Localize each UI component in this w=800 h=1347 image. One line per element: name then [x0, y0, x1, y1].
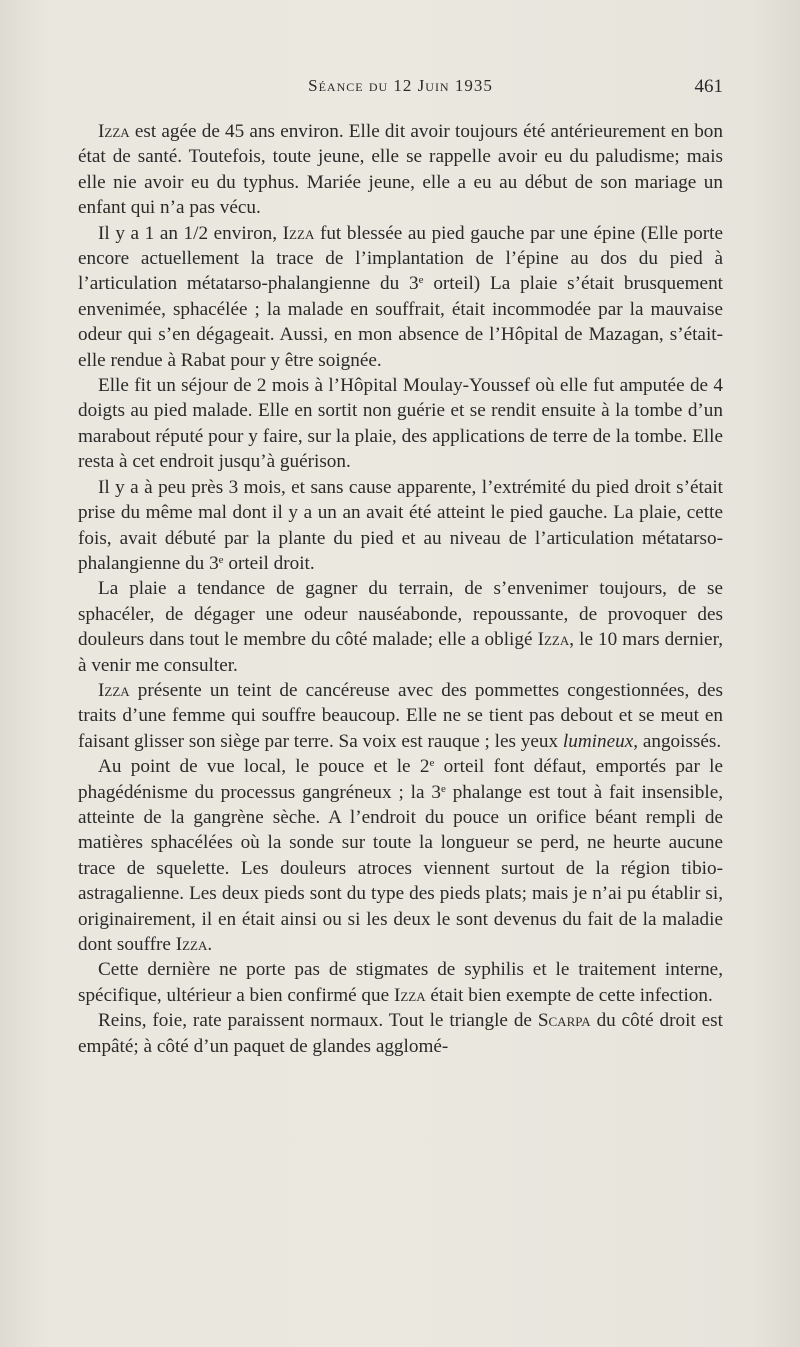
superscript: e	[218, 553, 224, 566]
paragraph	[78, 119, 723, 221]
small-caps-text: Izza	[98, 121, 130, 142]
italic-text: lumineux	[562, 730, 634, 752]
paragraph	[78, 373, 723, 475]
text-run: présente un teint de cancéreuse avec des pommettes congestionnées, des traits d’une femme qui souffre beaucoup. Elle ne se tient pas debout et se meut en faisant glisser son siège par terre. Sa voix est rauque ; les yeux	[78, 679, 723, 752]
text-run: phalange est tout à fait insensible, atteinte de la gangrène sèche. A l’endroit du pouce un orifice béant rempli de matières sphacélées où la sonde sur toute la longueur se perd, ne heurte aucune trace de squelette. Les douleurs atroces viennent surtout de la région tibio-astragalienne. Les deux pieds sont du type des pieds plats; mais je n’ai pu établir si, originairement, il en était ainsi ou si les deux le sont devenus du fait de la maladie dont souffre	[78, 781, 724, 955]
text-run: Au point de vue local, le pouce et le 2	[98, 756, 430, 778]
text-run: , le 10 mars dernier, à venir me consulter.	[78, 629, 723, 676]
text-run: orteil) La plaie s’était brusquement envenimée, sphacélée ; la malade en souffrait, était incommodée par la mauvaise odeur qui s’en dégageait. Aussi, en mon absence de l’Hôpital de Mazagan, s’était-elle rendue à Rabat pour y être soignée.	[78, 273, 723, 371]
text-run: Elle fit un séjour de 2 mois à l’Hôpital Moulay-Youssef où elle fut amputée de 4 doigts au pied malade. Elle en sortit non guérie et se rendit ensuite à la tombe d’un marabout réputé pour y faire, sur la plaie, des applications de terre de la tombe. Elle resta à cet endroit jusqu’à guérison.	[78, 375, 723, 473]
paragraph	[78, 576, 723, 678]
small-caps-text: Scarpa	[537, 1010, 591, 1032]
small-caps-text: Izza	[98, 679, 130, 701]
text-run: était bien exempte de cette infection.	[425, 984, 713, 1006]
small-caps-text: Izza	[393, 984, 426, 1006]
running-head-title: Séance du 12 Juin 1935	[308, 76, 493, 95]
paragraph	[78, 221, 723, 373]
paragraph	[78, 957, 723, 1008]
page-number: 461	[694, 76, 723, 97]
small-caps-text: Izza	[175, 934, 208, 955]
text-run: La plaie a tendance de gagner du terrain, de s’envenimer toujours, de se sphacéler, de dégager une odeur nauséabonde, repoussante, de provoquer des douleurs dans tout le membre du côté malade; elle a obligé	[78, 578, 723, 651]
running-head	[78, 76, 723, 104]
text-run: fut blessée au pied gauche par une épine (Elle porte encore actuellement la trace de l’implantation de l’épine au dos du pied à l’articulation métatarso-phalangienne du 3	[78, 222, 724, 295]
text-run: orteil font défaut, emportés par le phagédénisme du processus gangréneux ; la 3	[78, 756, 723, 803]
small-caps-text: Izza	[282, 222, 315, 244]
superscript: e	[440, 782, 446, 795]
body-text	[78, 119, 723, 1059]
paragraph	[78, 475, 723, 577]
paragraph	[78, 1008, 723, 1059]
superscript: e	[429, 757, 435, 770]
text-run: Il y a à peu près 3 mois, et sans cause apparente, l’extrémité du pied droit s’était prise du même mal dont il y a un an avait été atteint le pied gauche. La plaie, cette fois, avait débuté par la plante du pied et au niveau de l’articulation métatarso-phalangienne du 3	[78, 476, 723, 574]
text-run: du côté droit est empâté; à côté d’un paquet de glandes agglomé-	[78, 1010, 723, 1057]
superscript: e	[418, 274, 424, 287]
text-run: Il y a 1 an 1/2 environ,	[98, 222, 283, 244]
text-run: .	[207, 934, 213, 955]
text-run: Cette dernière ne porte pas de stigmates de syphilis et le traitement interne, spécifique, ultérieur a bien confirmé que	[78, 959, 723, 1006]
text-run: est agée de 45 ans environ. Elle dit avoir toujours été antérieurement en bon état de santé. Toutefois, toute jeune, elle se rappelle avoir eu du paludisme; mais elle nie avoir eu du typhus. Mariée jeune, elle a eu au début de son mariage un enfant qui n’a pas vécu.	[78, 121, 723, 219]
paragraph	[78, 678, 723, 754]
paragraph	[78, 754, 723, 957]
text-run: , angoissés.	[633, 730, 722, 752]
text-run: orteil droit.	[223, 552, 315, 574]
text-run: Reins, foie, rate paraissent normaux. Tout le triangle de	[98, 1010, 538, 1032]
small-caps-text: Izza	[537, 629, 570, 651]
